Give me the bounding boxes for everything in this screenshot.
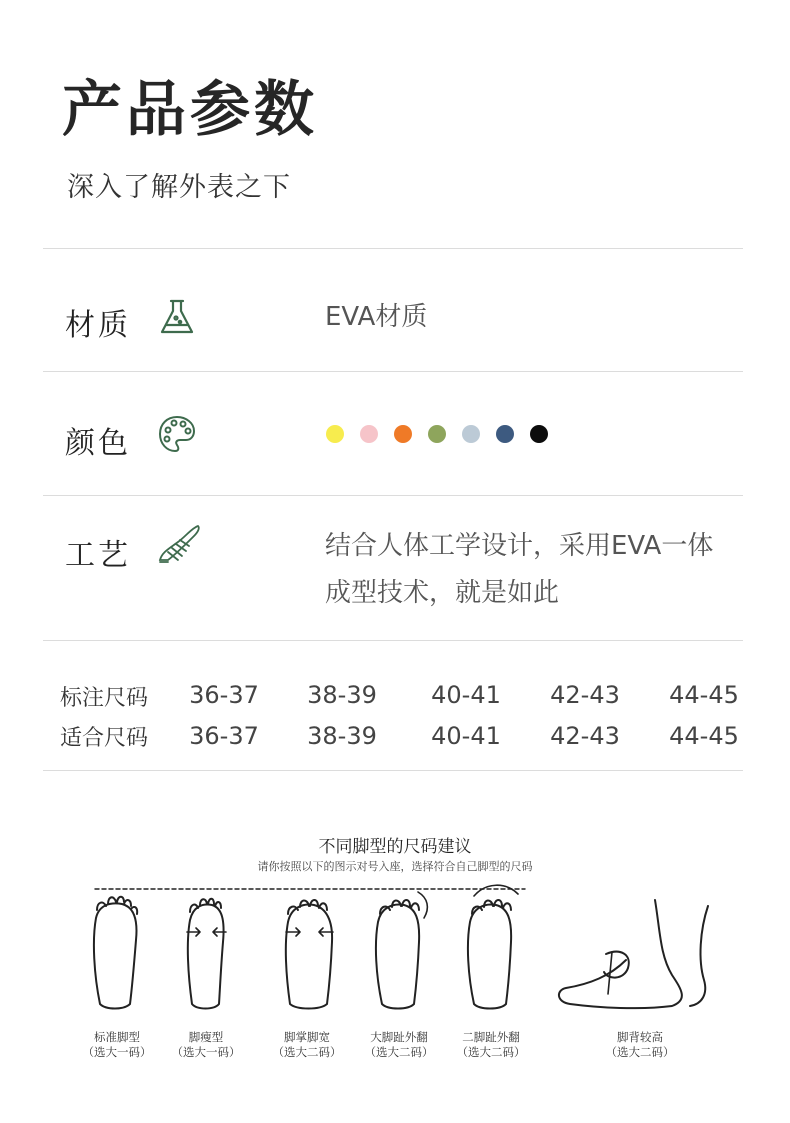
color-swatch[interactable] (462, 425, 480, 443)
divider (43, 640, 743, 641)
color-swatch[interactable] (360, 425, 378, 443)
bunion-foot-icon (376, 892, 427, 1009)
material-label: 材质 (65, 308, 131, 343)
guide-subtitle: 请你按照以下的图示对号入座，选择符合自己脚型的尺码 (257, 860, 533, 873)
color-swatches (326, 425, 548, 443)
size-cell: 44-45 (669, 681, 739, 709)
color-swatch[interactable] (496, 425, 514, 443)
craft-value-line1: 结合人体工学设计，采用EVA一体 (325, 531, 714, 561)
size-cell: 38-39 (307, 722, 377, 750)
material-value: EVA材质 (325, 302, 428, 332)
foot-label-thin: 脚瘦型 （选大一码） (171, 1030, 241, 1059)
color-swatch[interactable] (394, 425, 412, 443)
size-cell: 42-43 (550, 681, 620, 709)
foot-label-high-instep: 脚背较高 （选大二码） (605, 1030, 675, 1059)
thin-foot-icon (187, 899, 226, 1009)
divider (43, 248, 743, 249)
divider (43, 371, 743, 372)
flask-icon (156, 296, 198, 338)
divider (43, 770, 743, 771)
foot-shape-illustration (0, 880, 790, 1020)
wide-foot-icon (286, 900, 333, 1009)
page-subtitle: 深入了解外表之下 (67, 172, 291, 203)
foot-label-standard: 标准脚型 （选大一码） (82, 1030, 152, 1059)
color-label: 颜色 (65, 426, 131, 461)
size-row-label: 适合尺码 (60, 726, 149, 751)
size-row-label: 标注尺码 (60, 686, 149, 711)
foot-label-bunion: 大脚趾外翻 （选大二码） (364, 1030, 434, 1059)
divider (43, 495, 743, 496)
size-cell: 36-37 (189, 722, 259, 750)
standard-foot-icon (94, 897, 137, 1009)
size-cell: 40-41 (431, 681, 501, 709)
foot-label-second-toe: 二脚趾外翻 （选大二码） (456, 1030, 526, 1059)
craft-label: 工艺 (65, 538, 131, 573)
foot-label-wide: 脚掌脚宽 （选大二码） (272, 1030, 342, 1059)
size-cell: 42-43 (550, 722, 620, 750)
size-cell: 40-41 (431, 722, 501, 750)
color-swatch[interactable] (428, 425, 446, 443)
color-swatch[interactable] (326, 425, 344, 443)
size-cell: 36-37 (189, 681, 259, 709)
slipper-icon (156, 520, 202, 566)
palette-icon (156, 413, 198, 455)
page-title: 产品参数 (62, 75, 318, 145)
craft-value-line2: 成型技术，就是如此 (325, 578, 560, 608)
second-toe-foot-icon (468, 885, 518, 1008)
high-instep-foot-icon (559, 900, 708, 1008)
size-cell: 44-45 (669, 722, 739, 750)
guide-title: 不同脚型的尺码建议 (318, 837, 472, 857)
color-swatch[interactable] (530, 425, 548, 443)
size-cell: 38-39 (307, 681, 377, 709)
